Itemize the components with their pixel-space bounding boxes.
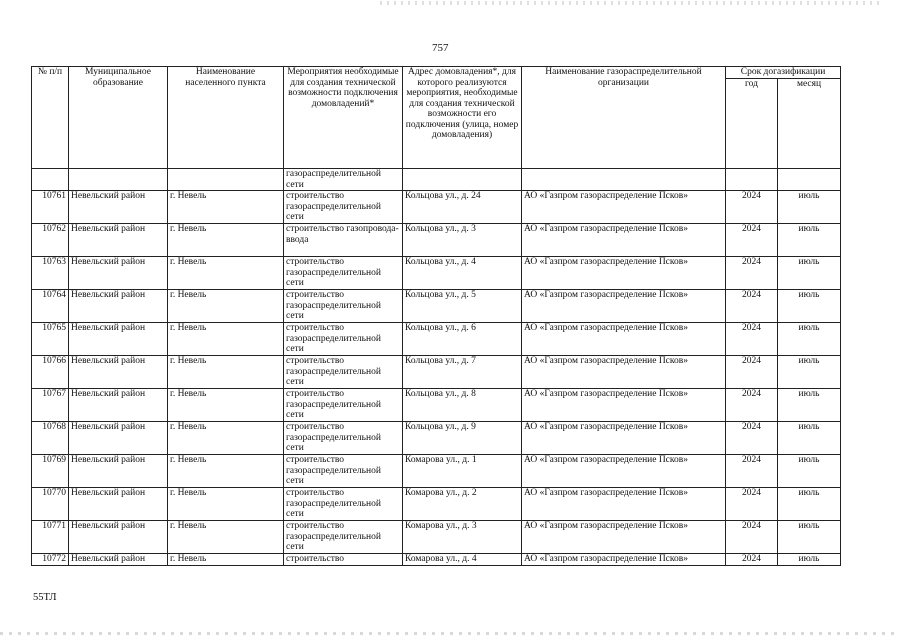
cell-address: Комарова ул., д. 2 bbox=[403, 488, 522, 521]
cell-month: июль bbox=[778, 191, 841, 224]
cell-org: АО «Газпром газораспределение Псков» bbox=[522, 422, 726, 455]
table-row bbox=[32, 323, 841, 356]
header-address: Адрес домовладения*, для которого реализуются мероприятия, необходимые для создания технической возможности его подключения (улица, номер домовладения) bbox=[403, 67, 522, 169]
header-org: Наименование газораспределительной организации bbox=[522, 67, 726, 169]
cell-year: 2024 bbox=[726, 521, 778, 554]
cell-municipality: Невельский район bbox=[69, 191, 168, 224]
cell-measure: строительство газораспределительной сети bbox=[284, 455, 403, 488]
cell-year: 2024 bbox=[726, 191, 778, 224]
cell-month: июль bbox=[778, 389, 841, 422]
cell-org: АО «Газпром газораспределение Псков» bbox=[522, 455, 726, 488]
cell-municipality: Невельский район bbox=[69, 554, 168, 566]
cell-year: 2024 bbox=[726, 356, 778, 389]
cell-address: Кольцова ул., д. 24 bbox=[403, 191, 522, 224]
cell-year: 2024 bbox=[726, 488, 778, 521]
cell-municipality: Невельский район bbox=[69, 455, 168, 488]
cell-month: июль bbox=[778, 290, 841, 323]
cell-measure: строительство газораспределительной сети bbox=[284, 488, 403, 521]
table-row bbox=[32, 191, 841, 224]
cell-address: Комарова ул., д. 3 bbox=[403, 521, 522, 554]
cell-municipality: Невельский район bbox=[69, 389, 168, 422]
cell-num: 10768 bbox=[32, 422, 69, 455]
cell-address: Кольцова ул., д. 6 bbox=[403, 323, 522, 356]
cell-measure: строительство газопровода-ввода bbox=[284, 224, 403, 257]
cell-settlement: г. Невель bbox=[168, 488, 284, 521]
table-row bbox=[32, 257, 841, 290]
cell-year: 2024 bbox=[726, 455, 778, 488]
cell-municipality: Невельский район bbox=[69, 422, 168, 455]
cell-address: Комарова ул., д. 4 bbox=[403, 554, 522, 566]
cell-address: Кольцова ул., д. 9 bbox=[403, 422, 522, 455]
page-number: 757 bbox=[432, 42, 449, 54]
cell-org: АО «Газпром газораспределение Псков» bbox=[522, 521, 726, 554]
cell-measure: строительство газораспределительной сети bbox=[284, 257, 403, 290]
cell-org: АО «Газпром газораспределение Псков» bbox=[522, 257, 726, 290]
cell-municipality: Невельский район bbox=[69, 521, 168, 554]
header-deadline: Срок догазификации bbox=[726, 67, 841, 79]
cell-measure: строительство газораспределительной сети bbox=[284, 422, 403, 455]
cell-org: АО «Газпром газораспределение Псков» bbox=[522, 554, 726, 566]
cell-num: 10772 bbox=[32, 554, 69, 566]
cell-measure: строительство газораспределительной сети bbox=[284, 323, 403, 356]
cell-num: 10761 bbox=[32, 191, 69, 224]
table-row bbox=[32, 356, 841, 389]
cell-address: Кольцова ул., д. 4 bbox=[403, 257, 522, 290]
cell-measure: строительство bbox=[284, 554, 403, 566]
cell-org: АО «Газпром газораспределение Псков» bbox=[522, 323, 726, 356]
header-row-1 bbox=[32, 67, 841, 79]
cell-year: 2024 bbox=[726, 554, 778, 566]
cell-num: 10766 bbox=[32, 356, 69, 389]
cell-month: июль bbox=[778, 356, 841, 389]
cell-num: 10762 bbox=[32, 224, 69, 257]
cell-year: 2024 bbox=[726, 224, 778, 257]
cell-municipality: Невельский район bbox=[69, 488, 168, 521]
cell-num: 10763 bbox=[32, 257, 69, 290]
cell-settlement: г. Невель bbox=[168, 191, 284, 224]
cell-measure: строительство газораспределительной сети bbox=[284, 356, 403, 389]
cell-settlement: г. Невель bbox=[168, 224, 284, 257]
cell-num: 10764 bbox=[32, 290, 69, 323]
cell-address: Комарова ул., д. 1 bbox=[403, 455, 522, 488]
gasification-table bbox=[31, 66, 841, 566]
cell-org: АО «Газпром газораспределение Псков» bbox=[522, 290, 726, 323]
cell-measure: газораспределительной сети bbox=[284, 169, 403, 191]
cell-measure: строительство газораспределительной сети bbox=[284, 521, 403, 554]
cell-settlement: г. Невель bbox=[168, 290, 284, 323]
cell-org: АО «Газпром газораспределение Псков» bbox=[522, 356, 726, 389]
cell-municipality: Невельский район bbox=[69, 323, 168, 356]
header-measures: Мероприятия необходимые для создания технической возможности подключения домовладений* bbox=[284, 67, 403, 169]
cell-year: 2024 bbox=[726, 257, 778, 290]
table-row bbox=[32, 389, 841, 422]
cell-settlement: г. Невель bbox=[168, 323, 284, 356]
header-month: месяц bbox=[778, 79, 841, 169]
cell-year: 2024 bbox=[726, 290, 778, 323]
cell-org: АО «Газпром газораспределение Псков» bbox=[522, 224, 726, 257]
cell-measure: строительство газораспределительной сети bbox=[284, 191, 403, 224]
cell-year: 2024 bbox=[726, 422, 778, 455]
cell-month: июль bbox=[778, 422, 841, 455]
header-settlement: Наименование населенного пункта bbox=[168, 67, 284, 169]
cell-settlement: г. Невель bbox=[168, 389, 284, 422]
cell-settlement: г. Невель bbox=[168, 521, 284, 554]
table-row bbox=[32, 521, 841, 554]
cell-num: 10771 bbox=[32, 521, 69, 554]
cell-month: июль bbox=[778, 488, 841, 521]
continuation-row bbox=[32, 169, 841, 191]
table-row bbox=[32, 488, 841, 521]
cell-address: Кольцова ул., д. 8 bbox=[403, 389, 522, 422]
footer-code: 55ТЛ bbox=[33, 592, 57, 603]
header-num: № п/п bbox=[32, 67, 69, 169]
cell-address: Кольцова ул., д. 7 bbox=[403, 356, 522, 389]
cell-month: июль bbox=[778, 554, 841, 566]
cell-settlement: г. Невель bbox=[168, 356, 284, 389]
cell-municipality: Невельский район bbox=[69, 224, 168, 257]
cell-num: 10765 bbox=[32, 323, 69, 356]
cell-address: Кольцова ул., д. 3 bbox=[403, 224, 522, 257]
header-year: год bbox=[726, 79, 778, 169]
cell-settlement: г. Невель bbox=[168, 554, 284, 566]
cell-month: июль bbox=[778, 521, 841, 554]
cell-num: 10767 bbox=[32, 389, 69, 422]
cell-settlement: г. Невель bbox=[168, 257, 284, 290]
cell-settlement: г. Невель bbox=[168, 422, 284, 455]
cell-address: Кольцова ул., д. 5 bbox=[403, 290, 522, 323]
cell-org: АО «Газпром газораспределение Псков» bbox=[522, 488, 726, 521]
cell-month: июль bbox=[778, 455, 841, 488]
table-row bbox=[32, 224, 841, 257]
cell-month: июль bbox=[778, 257, 841, 290]
cell-municipality: Невельский район bbox=[69, 356, 168, 389]
cell-month: июль bbox=[778, 323, 841, 356]
cell-num: 10770 bbox=[32, 488, 69, 521]
cell-municipality: Невельский район bbox=[69, 257, 168, 290]
table-row bbox=[32, 455, 841, 488]
scan-artifact-top bbox=[380, 1, 880, 5]
cell-month: июль bbox=[778, 224, 841, 257]
cell-settlement: г. Невель bbox=[168, 455, 284, 488]
cell-year: 2024 bbox=[726, 389, 778, 422]
cell-measure: строительство газораспределительной сети bbox=[284, 290, 403, 323]
cell-year: 2024 bbox=[726, 323, 778, 356]
table-body bbox=[32, 169, 841, 566]
table-row bbox=[32, 554, 841, 566]
table-row bbox=[32, 290, 841, 323]
cell-municipality: Невельский район bbox=[69, 290, 168, 323]
cell-measure: строительство газораспределительной сети bbox=[284, 389, 403, 422]
cell-org: АО «Газпром газораспределение Псков» bbox=[522, 389, 726, 422]
scan-artifact-bottom bbox=[0, 632, 899, 635]
cell-num: 10769 bbox=[32, 455, 69, 488]
cell-org: АО «Газпром газораспределение Псков» bbox=[522, 191, 726, 224]
table-row bbox=[32, 422, 841, 455]
header-municipality: Муниципальное образование bbox=[69, 67, 168, 169]
